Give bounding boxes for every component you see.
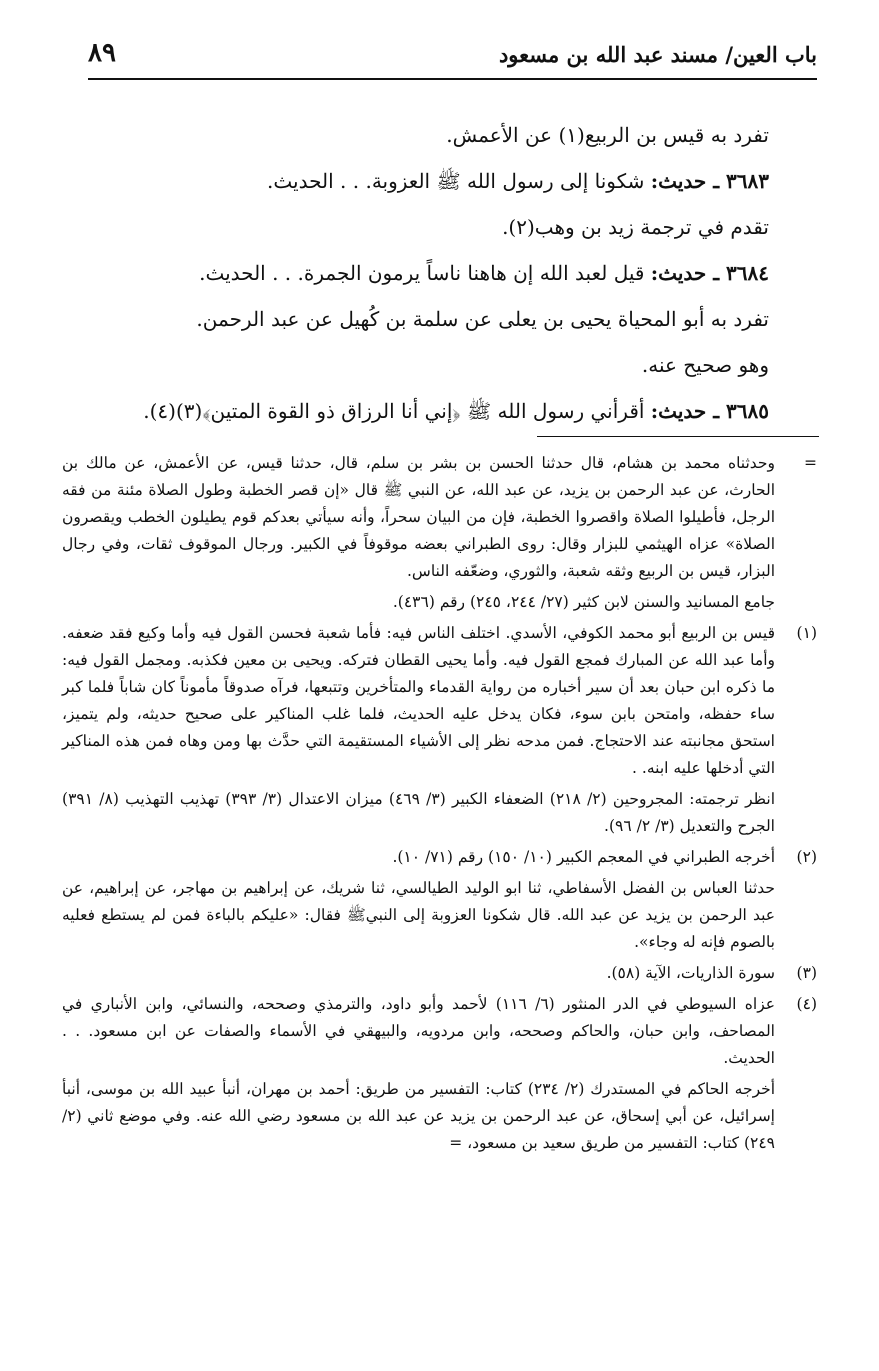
footnote [62,620,817,840]
footnote [62,450,817,616]
hadith-entry: ٣٦٨٣ ـ حديث: شكونا إلى رسول الله ﷺ العزوبة. . . الحديث. [267,169,769,193]
hadith-number: ٣٦٨٤ ـ حديث: [650,261,769,285]
text-line: تفرد به قيس بن الربيع(١) عن الأعمش. [446,123,769,147]
footnote-text: جامع المسانيد والسنن لابن كثير (٢٧/ ٢٤٤، ٢٤٥) رقم (٤٣٦). [392,593,775,611]
hadith-number: ٣٦٨٣ ـ حديث: [650,169,769,193]
footnote [62,960,817,987]
footnote-text: أخرجه الطبراني في المعجم الكبير (١٠/ ١٥٠) رقم (٧١/ ١٠). [392,848,775,866]
footnote-marker: (٢) [796,848,817,866]
hadith-entry: ٣٦٨٥ ـ حديث: أقرأني رسول الله ﷺ ﴿إني أنا الرزاق ذو القوة المتين﴾(٣)(٤). [143,399,769,423]
footnote-text: وحدثناه محمد بن هشام، قال حدثنا الحسن بن بشر بن سلم، قال، حدثنا قيس، عن الأعمش، عن مالك بن الحارث، عن عبد الرحمن بن يزيد، عن عبد الله، عن النبي ﷺ قال «إن قصر الخطبة وطول الصلاة مئنة من فقه الرجل، فأطيلوا الصلاة واقصروا الخطبة، فإن من البيان سحراً، وأنه سيأتي بعدكم قوم يطيلون الخطب ويقصرون الصلاة» عزاه الهيثمي للبزار وقال: روى الطبراني بعضه موقوفاً في الكبير. ورجال الموقوف ثقات، وفي رجال البزار، قيس بن الربيع وثقه شعبة، والثوري، وضعّفه الناس. [62,454,775,580]
footnote [62,844,817,956]
footnote-marker: (٣) [796,964,817,982]
text-line: وهو صحيح عنه. [641,353,769,377]
hadith-number: ٣٦٨٥ ـ حديث: [650,399,769,423]
hadith-entry: ٣٦٨٤ ـ حديث: قيل لعبد الله إن هاهنا ناساً يرمون الجمرة. . . الحديث. [199,261,769,285]
footnotes [62,450,817,1157]
footnote-text: سورة الذاريات، الآية (٥٨). [606,964,775,982]
footnote-marker: (٤) [796,995,817,1013]
footnote-text: انظر ترجمته: المجروحين (٢/ ٢١٨) الضعفاء الكبير (٣/ ٤٦٩) ميزان الاعتدال (٣/ ٣٩٣) تهذيب التهذيب (٨/ ٣٩١) الجرح والتعديل (٣/ ٢/ ٩٦). [62,790,775,835]
footnote-text: أخرجه الحاكم في المستدرك (٢/ ٢٣٤) كتاب: التفسير من طريق: أحمد بن مهران، أنبأ عبيد الله بن موسى، أنبأ إسرائيل، عن أبي إسحاق، عن عبد الرحمن بن يزيد عن عبد الله بن مسعود رضي الله عنه. وفي موضع ثاني (٢/ ٢٤٩) كتاب: التفسير من طريق سعيد بن مسعود، = [62,1080,776,1152]
footnote-text: قيس بن الربيع أبو محمد الكوفي، الأسدي. اختلف الناس فيه: فأما شعبة فحسن القول فيه وأما وكيع فقد ضعفه. وأما عبد الله عن المبارك فمجع القول فيه. وأما يحيى القطان فتركه. ويحيى بن معين فكذبه. ومجمل القول فيه: ما ذكره ابن حبان بعد أن سير أخباره من رواية القدماء والمتأخرين وتتبعها، فرآه صدوقاً مأموناً كان شاباً فلما كبر ساء حفظه، وامتحن بابن سوء، فكان يدخل عليه الحديث، فلما غلب المناكير على صحيح حديثه، ولم يتميز، استحق مجانبته عند الاحتجاج. فمن مدحه نظر إلى الأشياء المستقيمة التي حدَّث بها ومن وهاه فمن هذه المناكير التي أدخلها عليه ابنه. . [62,624,775,777]
footnote-marker: = [804,454,817,472]
text-line: تقدم في ترجمة زيد بن وهب(٢). [502,215,769,239]
footnote-text: عزاه السيوطي في الدر المنثور (٦/ ١١٦) لأحمد وأبو داود، والترمذي وصححه، والنسائي، وابن الأنباري في المصاحف، وابن حبان، والحاكم وصححه، وابن مردويه، والبيهقي في الأسماء والصفات عن ابن مسعود. . . الحديث. [62,995,775,1067]
main-text [109,112,769,434]
footnote-marker: (١) [796,624,817,642]
running-header [88,38,817,80]
footnote-text: حدثنا العباس بن الفضل الأسفاطي، ثنا ابو الوليد الطيالسي، ثنا شريك، عن إبراهيم بن مهاجر، عن إبراهيم، عن عبد الرحمن بن يزيد عن عبد الله. قال شكونا العزوبة إلى النبيﷺ فقال: «عليكم بالباءة فمن لم يستطع فعليه بالصوم فإنه له وجاء». [62,879,775,951]
text-line: تفرد به أبو المحياة يحيى بن يعلى عن سلمة بن كُهيل عن عبد الرحمن. [196,307,769,331]
footnote [62,991,817,1157]
page-number: ٨٩ [88,38,124,68]
chapter-title: باب العين/ مسند عبد الله بن مسعود [491,42,817,67]
footnote-separator [537,436,819,437]
